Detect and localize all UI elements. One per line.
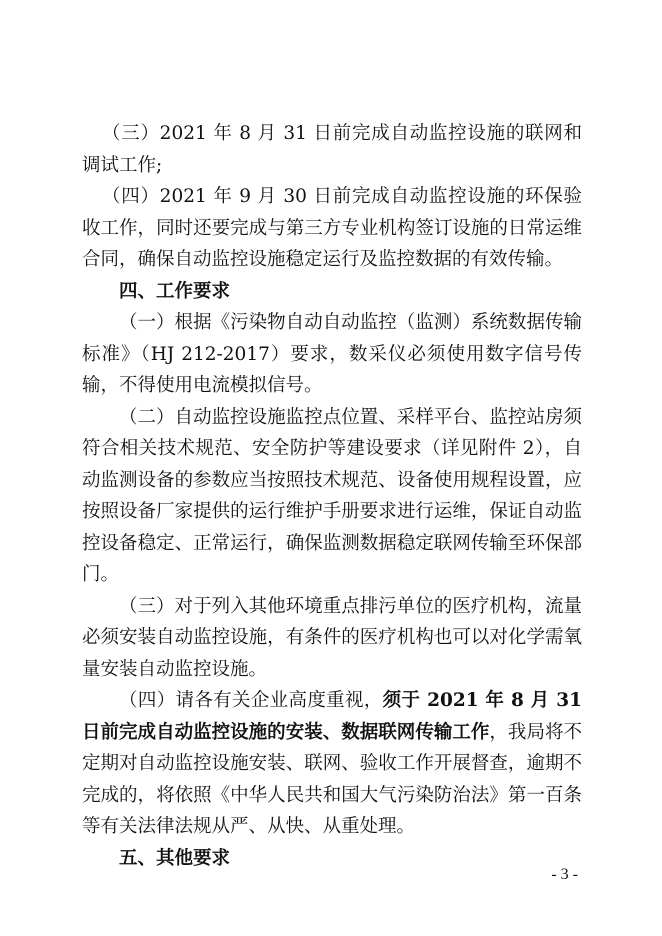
paragraph-requirement-4	[82, 685, 582, 843]
paragraph-requirement-3: （三）对于列入其他环境重点排污单位的医疗机构，流量必须安装自动监控设施，有条件的医疗机构也可以对化学需氧量安装自动监控设施。	[82, 595, 582, 680]
paragraph-deadline-networking: （三）2021 年 8 月 31 日前完成自动监控设施的联网和调试工作;	[82, 123, 582, 176]
requirement-4-deadline-emphasis: 须于 2021 年 8 月 31 日前完成自动监控设施的安装、数据联网传输工作	[82, 690, 582, 743]
requirement-4-intro: （四）请各有关企业高度重视，	[119, 690, 383, 711]
requirement-4-body: ，我局将不定期对自动监控设施安装、联网、验收工作开展督查，逾期不完成的，将依照《中华人民共和国大气污染防治法》第一百条等有关法律法规从严、从快、从重处理。	[82, 721, 582, 837]
paragraph-requirement-2: （二）自动监控设施监控点位置、采样平台、监控站房须符合相关技术规范、安全防护等建设要求（详见附件 2），自动监测设备的参数应当按照技术规范、设备使用规程设置，应按照设备厂家提供的运行维护手册要求进行运维，保证自动监控设备稳定、正常运行，确保监测数据稳定联网传输至环保部门。	[82, 406, 582, 585]
section-heading-work-requirements: 四、工作要求	[119, 280, 231, 302]
paragraph-deadline-acceptance: （四）2021 年 9 月 30 日前完成自动监控设施的环保验收工作，同时还要完成与第三方专业机构签订设施的日常运维合同，确保自动监控设施稳定运行及监控数据的有效传输。	[82, 186, 582, 270]
paragraph-requirement-1: （一）根据《污染物自动自动监控（监测）系统数据传输标准》（HJ 212-2017）要求，数采仪必须使用数字信号传输，不得使用电流模拟信号。	[82, 312, 582, 396]
document-body	[82, 118, 582, 874]
section-heading-other-requirements: 五、其他要求	[119, 847, 231, 869]
page-number: - 3 -	[551, 866, 578, 883]
